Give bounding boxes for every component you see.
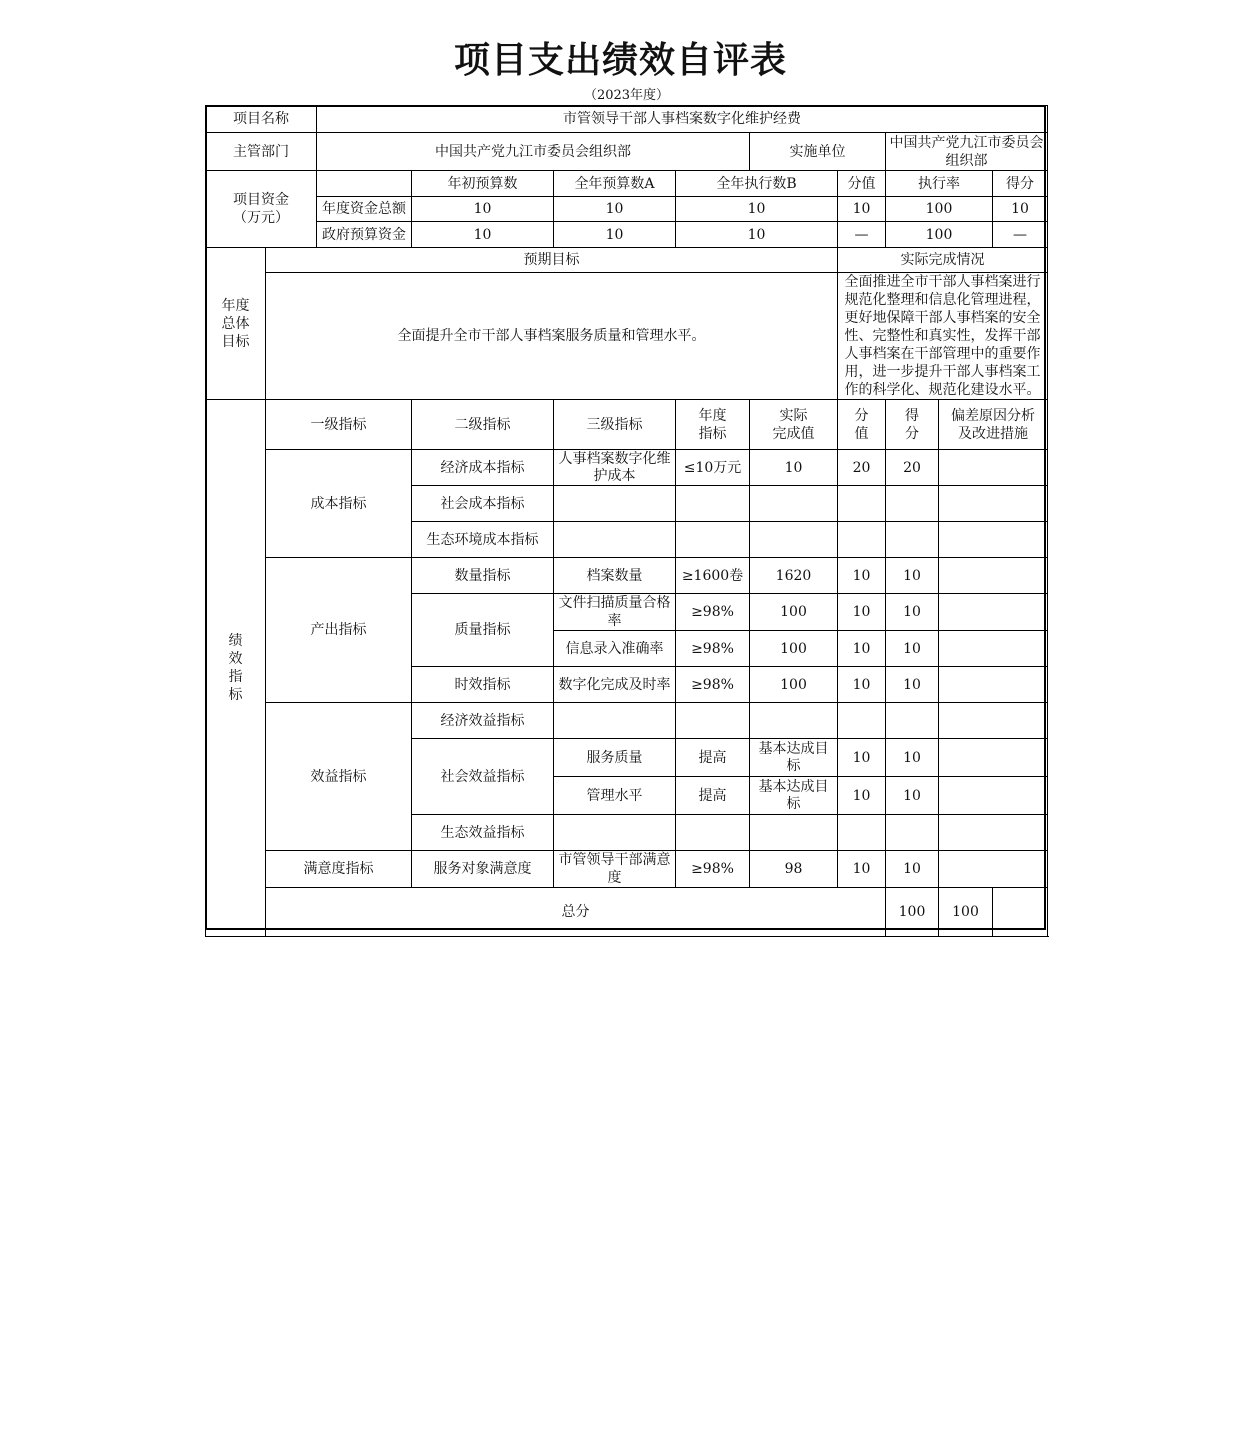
- output-timeliness-score: 10: [838, 667, 886, 703]
- total-deviation: [993, 888, 1048, 937]
- cost-social: 社会成本指标: [412, 486, 554, 522]
- satisfaction-level1: 满意度指标: [266, 851, 412, 888]
- funds-row-gov-initial: 10: [412, 222, 554, 248]
- total-got: 100: [939, 888, 993, 937]
- funds-row-gov-annual: 10: [554, 222, 676, 248]
- output-quality-item-2: 信息录入准确率: [554, 631, 676, 667]
- self-evaluation-table: [205, 105, 1048, 937]
- benefit-eco-target: [676, 815, 750, 851]
- output-quality-score-2: 10: [838, 631, 886, 667]
- ind-header-level3: 三级指标: [554, 400, 676, 450]
- ind-header-actual-text: 实际 完成值: [772, 407, 815, 442]
- cost-social-deviation: [939, 486, 1048, 522]
- benefit-social-target-1: 提高: [676, 739, 750, 777]
- indicators-label-text: 绩 效 指 标: [228, 633, 243, 703]
- ind-header-deviation-text: 偏差原因分析 及改进措施: [951, 407, 1035, 442]
- satisfaction-deviation: [939, 851, 1048, 888]
- output-quantity-actual: 1620: [750, 558, 838, 594]
- benefit-social-got-1: 10: [886, 739, 939, 777]
- ind-header-score-text: 分 值: [854, 407, 869, 442]
- ind-header-target-text: 年度 指标: [698, 407, 727, 442]
- impl-value: 中国共产党九江市委员会组织部: [886, 133, 1048, 171]
- benefit-economic-actual: [750, 703, 838, 739]
- funds-label-text: 项目资金 （万元）: [233, 192, 289, 226]
- funds-header-initial: 年初预算数: [412, 171, 554, 197]
- dept-value: 中国共产党九江市委员会组织部: [317, 133, 750, 171]
- satisfaction-score: 10: [838, 851, 886, 888]
- funds-label: [206, 171, 317, 248]
- cost-social-score: [838, 486, 886, 522]
- funds-row-total-initial: 10: [412, 197, 554, 222]
- funds-row-gov-got: —: [993, 222, 1048, 248]
- output-timeliness-deviation: [939, 667, 1048, 703]
- cost-social-got: [886, 486, 939, 522]
- cost-economic-target: ≤10万元: [676, 450, 750, 486]
- benefit-eco-deviation: [939, 815, 1048, 851]
- output-quality-item-1: 文件扫描质量合格率: [554, 594, 676, 631]
- output-quality-got-1: 10: [886, 594, 939, 631]
- output-quality-got-2: 10: [886, 631, 939, 667]
- output-quality-target-1: ≥98%: [676, 594, 750, 631]
- output-quality-score-1: 10: [838, 594, 886, 631]
- benefit-economic-got: [886, 703, 939, 739]
- cost-economic-deviation: [939, 450, 1048, 486]
- goals-actual-header: 实际完成情况: [838, 248, 1048, 273]
- benefit-social-actual-1: 基本达成目标: [750, 739, 838, 777]
- funds-row-total-executed: 10: [676, 197, 838, 222]
- benefit-social-deviation-1: [939, 739, 1048, 777]
- benefit-eco-score: [838, 815, 886, 851]
- output-quality-actual-2: 100: [750, 631, 838, 667]
- cost-level1: 成本指标: [266, 450, 412, 558]
- cost-economic-score: 20: [838, 450, 886, 486]
- cost-eco-actual: [750, 522, 838, 558]
- goals-expected: 全面提升全市干部人事档案服务质量和管理水平。: [266, 273, 838, 400]
- output-quantity-got: 10: [886, 558, 939, 594]
- output-timeliness-actual: 100: [750, 667, 838, 703]
- output-quality-deviation-1: [939, 594, 1048, 631]
- benefit-social-got-2: 10: [886, 777, 939, 815]
- project-name-label: 项目名称: [206, 106, 317, 133]
- funds-header-annual: 全年预算数A: [554, 171, 676, 197]
- ind-header-actual: [750, 400, 838, 450]
- satisfaction-actual: 98: [750, 851, 838, 888]
- output-quality-target-2: ≥98%: [676, 631, 750, 667]
- ind-header-score: [838, 400, 886, 450]
- funds-header-executed: 全年执行数B: [676, 171, 838, 197]
- benefit-social-score-1: 10: [838, 739, 886, 777]
- funds-row-total-got: 10: [993, 197, 1048, 222]
- benefit-eco: 生态效益指标: [412, 815, 554, 851]
- total-score: 100: [886, 888, 939, 937]
- cost-eco-target: [676, 522, 750, 558]
- project-name-value: 市管领导干部人事档案数字化维护经费: [317, 106, 1048, 133]
- funds-row-total-rate: 100: [886, 197, 993, 222]
- cost-eco-got: [886, 522, 939, 558]
- funds-header-rate: 执行率: [886, 171, 993, 197]
- output-quality: 质量指标: [412, 594, 554, 667]
- benefit-eco-item: [554, 815, 676, 851]
- benefit-economic-score: [838, 703, 886, 739]
- output-quantity-target: ≥1600卷: [676, 558, 750, 594]
- benefit-social-item-1: 服务质量: [554, 739, 676, 777]
- satisfaction-target: ≥98%: [676, 851, 750, 888]
- benefit-eco-actual: [750, 815, 838, 851]
- cost-social-target: [676, 486, 750, 522]
- indicators-label: [206, 400, 266, 937]
- benefit-economic-item: [554, 703, 676, 739]
- ind-header-target: [676, 400, 750, 450]
- funds-row-total-annual: 10: [554, 197, 676, 222]
- total-label: 总分: [266, 888, 886, 937]
- benefit-economic-target: [676, 703, 750, 739]
- output-timeliness-target: ≥98%: [676, 667, 750, 703]
- cost-eco: 生态环境成本指标: [412, 522, 554, 558]
- output-timeliness-item: 数字化完成及时率: [554, 667, 676, 703]
- output-quantity-item: 档案数量: [554, 558, 676, 594]
- goals-label: [206, 248, 266, 400]
- goals-actual: 全面推进全市干部人事档案进行规范化整理和信息化管理进程，更好地保障干部人事档案的安全性、完整性和真实性，发挥干部人事档案在干部管理中的重要作用，进一步提升干部人事档案工作的科学化、规范化建设水平。: [838, 273, 1048, 400]
- output-level1: 产出指标: [266, 558, 412, 703]
- output-timeliness: 时效指标: [412, 667, 554, 703]
- benefit-economic: 经济效益指标: [412, 703, 554, 739]
- funds-header-score: 分值: [838, 171, 886, 197]
- funds-header-blank: [317, 171, 412, 197]
- page-subtitle: （2023年度）: [583, 88, 670, 103]
- cost-eco-deviation: [939, 522, 1048, 558]
- goals-label-text: 年度 总体 目标: [221, 297, 250, 350]
- benefit-economic-deviation: [939, 703, 1048, 739]
- dept-label: 主管部门: [206, 133, 317, 171]
- cost-economic-item: 人事档案数字化维护成本: [554, 450, 676, 486]
- cost-eco-item: [554, 522, 676, 558]
- benefit-level1: 效益指标: [266, 703, 412, 851]
- funds-row-gov-executed: 10: [676, 222, 838, 248]
- benefit-social-deviation-2: [939, 777, 1048, 815]
- funds-row-gov-score: —: [838, 222, 886, 248]
- output-quality-deviation-2: [939, 631, 1048, 667]
- benefit-social-actual-2: 基本达成目标: [750, 777, 838, 815]
- output-quantity: 数量指标: [412, 558, 554, 594]
- satisfaction-level2: 服务对象满意度: [412, 851, 554, 888]
- benefit-social-score-2: 10: [838, 777, 886, 815]
- cost-social-actual: [750, 486, 838, 522]
- cost-eco-score: [838, 522, 886, 558]
- cost-economic: 经济成本指标: [412, 450, 554, 486]
- goals-expected-header: 预期目标: [266, 248, 838, 273]
- output-quantity-score: 10: [838, 558, 886, 594]
- impl-label: 实施单位: [750, 133, 886, 171]
- cost-economic-actual: 10: [750, 450, 838, 486]
- cost-economic-got: 20: [886, 450, 939, 486]
- benefit-social: 社会效益指标: [412, 739, 554, 815]
- cost-social-item: [554, 486, 676, 522]
- funds-header-got: 得分: [993, 171, 1048, 197]
- page-title: 项目支出绩效自评表: [453, 40, 787, 81]
- output-quality-actual-1: 100: [750, 594, 838, 631]
- benefit-eco-got: [886, 815, 939, 851]
- ind-header-deviation: [939, 400, 1048, 450]
- satisfaction-got: 10: [886, 851, 939, 888]
- funds-row-total-score: 10: [838, 197, 886, 222]
- ind-header-level1: 一级指标: [266, 400, 412, 450]
- ind-header-got-text: 得 分: [905, 407, 919, 442]
- ind-header-level2: 二级指标: [412, 400, 554, 450]
- benefit-social-target-2: 提高: [676, 777, 750, 815]
- funds-row-gov-name: 政府预算资金: [317, 222, 412, 248]
- funds-row-gov-rate: 100: [886, 222, 993, 248]
- funds-row-total-name: 年度资金总额: [317, 197, 412, 222]
- satisfaction-item: 市管领导干部满意度: [554, 851, 676, 888]
- ind-header-got: [886, 400, 939, 450]
- output-quantity-deviation: [939, 558, 1048, 594]
- output-timeliness-got: 10: [886, 667, 939, 703]
- benefit-social-item-2: 管理水平: [554, 777, 676, 815]
